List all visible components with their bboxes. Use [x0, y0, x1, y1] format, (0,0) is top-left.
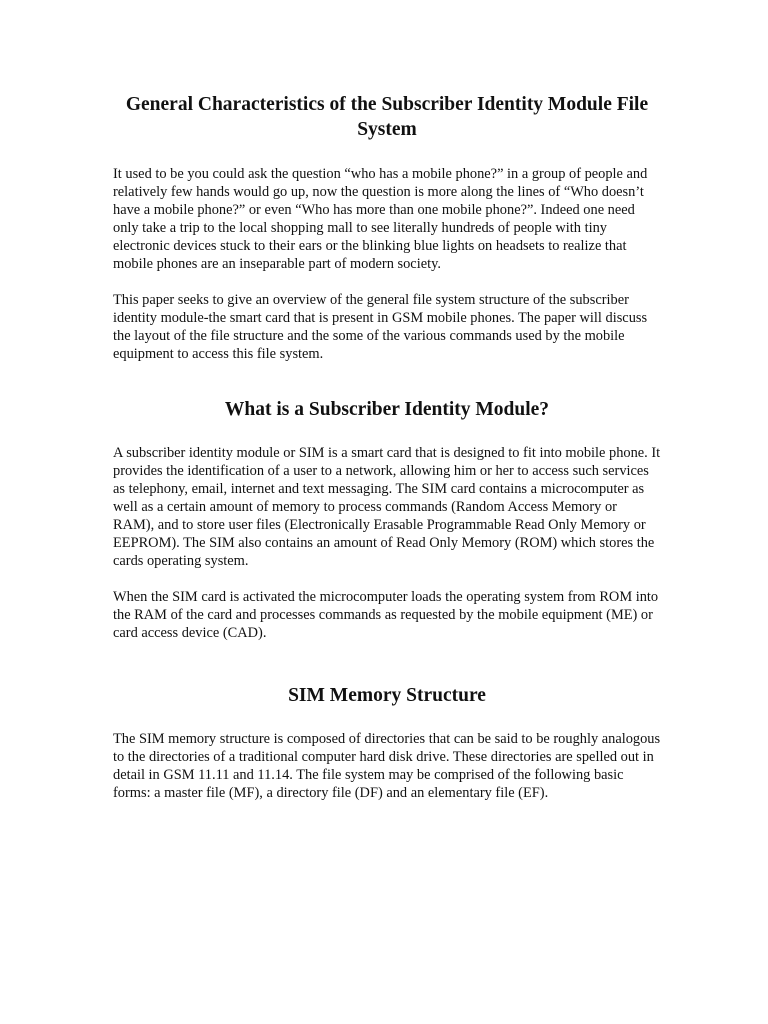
sim-paragraph-2: When the SIM card is activated the microcomputer loads the operating system from ROM into the RAM of the card and processes commands as requested by the mobile equipment (ME) or card access device (CAD).	[113, 589, 659, 641]
section-heading-memory-structure: SIM Memory Structure	[288, 685, 486, 706]
memory-structure-paragraph-1: The SIM memory structure is composed of directories that can be said to be roughly analogous to the directories of a traditional computer hard disk drive. These directories are spelled out in detail in GSM 11.11 and 11.14. The file system may be comprised of the following basic forms: a master file (MF), a directory file (DF) and an elementary file (EF).	[113, 731, 661, 801]
intro-paragraph-1: It used to be you could ask the question “who has a mobile phone?” in a group of people and relatively few hands would go up, now the question is more along the lines of “Who doesn’t have a mobile phone?” or even “Who has more than one mobile phone?”. Indeed one need only take a trip to the local shopping mall to see literally hundreds of people with tiny electronic devices stuck to their ears or the blinking blue lights on headsets to realize that mobile phones are an inseparable part of modern society.	[113, 166, 648, 272]
document-title: General Characteristics of the Subscriber Identity Module File System	[125, 94, 649, 140]
section-heading-sim: What is a Subscriber Identity Module?	[224, 399, 550, 420]
document-content	[113, 92, 661, 802]
sim-paragraph-1: A subscriber identity module or SIM is a smart card that is designed to fit into mobile phone. It provides the identification of a user to a network, allowing him or her to access such services as telephony, email, internet and text messaging. The SIM card contains a microcomputer as well as a certain amount of memory to process commands (Random Access Memory or RAM), and to store user files (Electronically Erasable Programmable Read Only Memory or EEPROM). The SIM also contains an amount of Read Only Memory (ROM) which stores the cards operating system.	[113, 445, 661, 569]
intro-paragraph-2: This paper seeks to give an overview of the general file system structure of the subscriber identity module-the smart card that is present in GSM mobile phones. The paper will discuss the layout of the file structure and the some of the various commands used by the mobile equipment to access this file system.	[113, 292, 648, 362]
